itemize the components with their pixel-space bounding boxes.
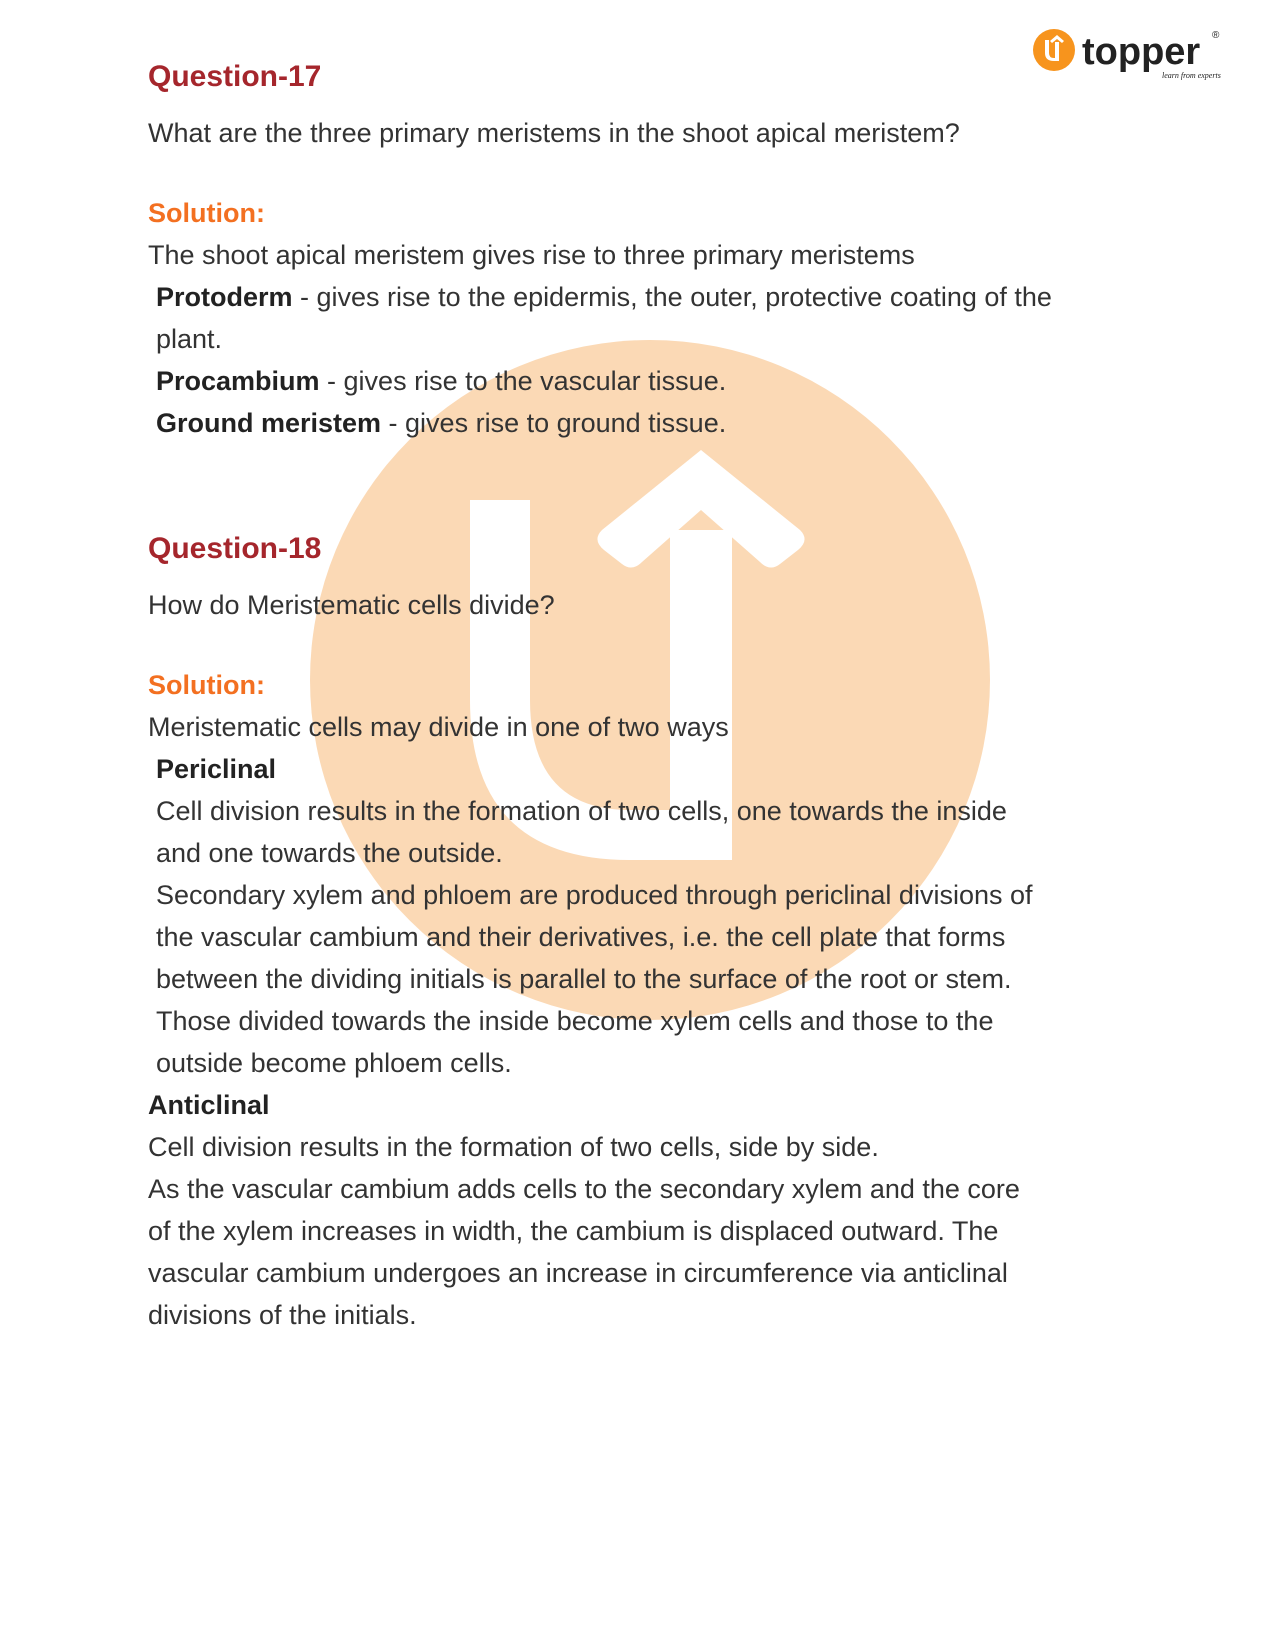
question-18-solution-label: Solution: <box>148 670 265 700</box>
periclinal-line: Secondary xylem and phloem are produced through periclinal divisions of <box>156 880 1033 910</box>
meristem-item-procambium <box>148 360 1108 402</box>
meristem-item-ground-meristem <box>148 402 1108 444</box>
periclinal-line: outside become phloem cells. <box>156 1048 512 1078</box>
anticlinal-line: of the xylem increases in width, the cambium is displaced outward. The <box>148 1216 999 1246</box>
periclinal-line: and one towards the outside. <box>156 838 503 868</box>
anticlinal-line: vascular cambium undergoes an increase in circumference via anticlinal <box>148 1258 1008 1288</box>
meristem-desc: - gives rise to the epidermis, the outer, protective coating of the <box>292 282 1052 312</box>
periclinal-line: the vascular cambium and their derivatives, i.e. the cell plate that forms <box>156 922 1006 952</box>
question-17-text: What are the three primary meristems in the shoot apical meristem? <box>148 118 960 148</box>
anticlinal-line: divisions of the initials. <box>148 1300 417 1330</box>
question-18-block <box>148 528 1108 1336</box>
document-content <box>148 56 1108 1336</box>
periclinal-line: Cell division results in the formation of two cells, one towards the inside <box>156 796 1007 826</box>
question-17-block <box>148 56 1108 444</box>
meristem-item-protoderm <box>148 276 1108 318</box>
question-18-text: How do Meristematic cells divide? <box>148 590 555 620</box>
topper-logo <box>1032 26 1232 86</box>
periclinal-line: between the dividing initials is parallel to the surface of the root or stem. <box>156 964 1012 994</box>
meristem-term: Procambium <box>156 366 320 396</box>
meristem-desc: - gives rise to ground tissue. <box>381 408 727 438</box>
question-17-title: Question-17 <box>148 60 322 93</box>
meristem-item-protoderm-continued: plant. <box>156 324 223 354</box>
logo-tagline: learn from experts <box>1162 71 1221 80</box>
topper-logo-graphic <box>1032 26 1232 86</box>
meristem-term: Protoderm <box>156 282 293 312</box>
logo-registered-mark: ® <box>1212 30 1220 41</box>
logo-wordmark: topper <box>1082 31 1201 73</box>
meristem-term: Ground meristem <box>156 408 382 438</box>
periclinal-heading: Periclinal <box>156 754 277 784</box>
anticlinal-line: As the vascular cambium adds cells to the secondary xylem and the core <box>148 1174 1020 1204</box>
anticlinal-line: Cell division results in the formation of two cells, side by side. <box>148 1132 879 1162</box>
anticlinal-heading: Anticlinal <box>148 1090 270 1120</box>
question-18-solution-intro: Meristematic cells may divide in one of two ways <box>148 712 729 742</box>
meristem-desc: - gives rise to the vascular tissue. <box>319 366 727 396</box>
question-17-solution-intro: The shoot apical meristem gives rise to three primary meristems <box>148 240 915 270</box>
periclinal-line: Those divided towards the inside become xylem cells and those to the <box>156 1006 994 1036</box>
question-18-title: Question-18 <box>148 532 322 565</box>
question-17-solution-label: Solution: <box>148 198 265 228</box>
